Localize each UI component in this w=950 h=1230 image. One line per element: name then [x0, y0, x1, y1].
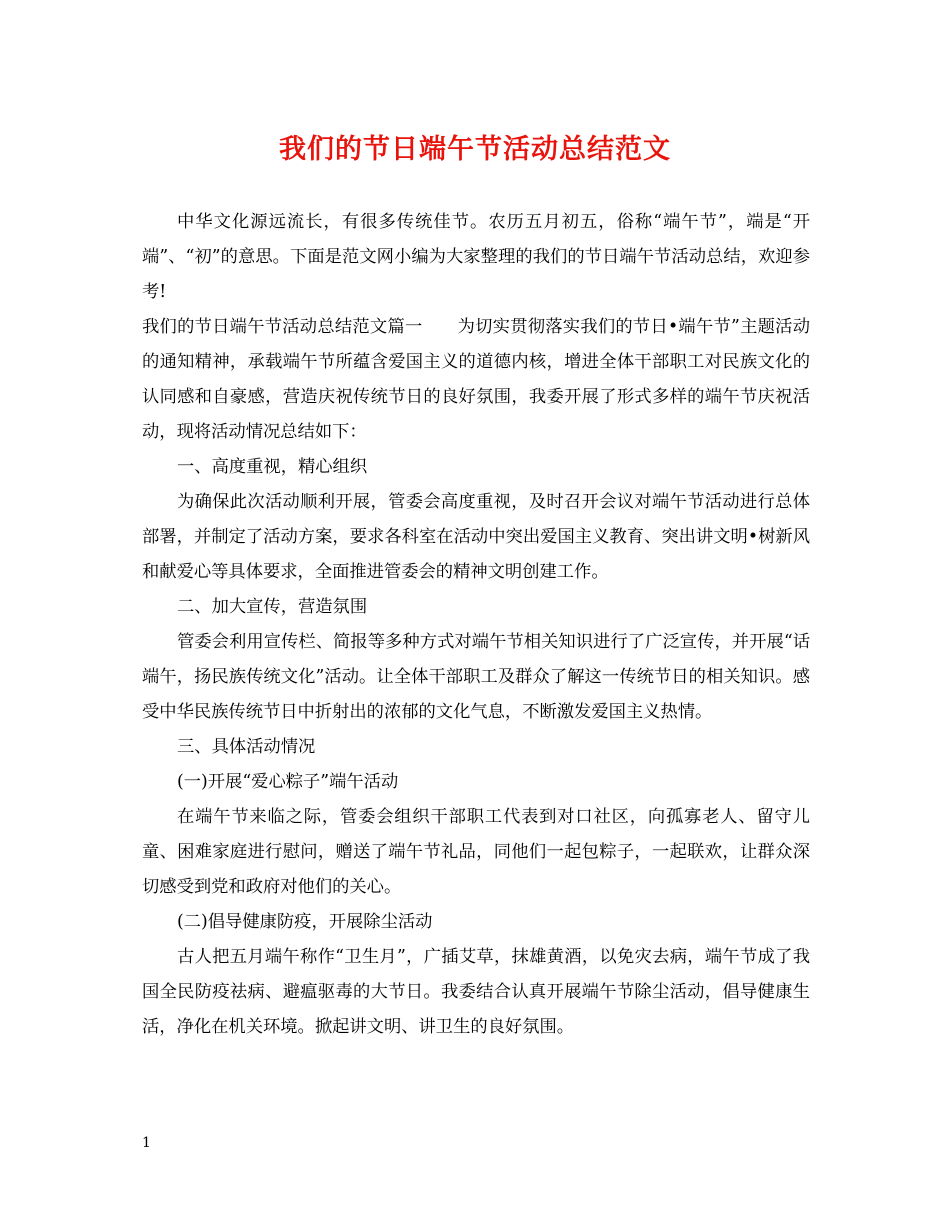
page-number: 1 — [142, 1135, 151, 1151]
section-heading-3: 三、具体活动情况 — [177, 737, 316, 757]
document-body — [142, 205, 810, 1045]
document-title: 我们的节日端午节活动总结范文 — [279, 134, 671, 165]
section-heading-1: 一、高度重视，精心组织 — [177, 457, 368, 477]
intro-paragraph: 中华文化源远流长，有很多传统佳节。农历五月初五，俗称“端午节”，端是“开端”、“初”的意思。下面是范文网小编为大家整理的我们的节日端午节活动总结，欢迎参考! — [142, 212, 810, 302]
section-paragraph-2: 管委会利用宣传栏、简报等多种方式对端午节相关知识进行了广泛宣传，并开展“话端午，扬民族传统文化”活动。让全体干部职工及群众了解这一传统节日的相关知识。感受中华民族传统节日中折射出的浓郁的文化气息，不断激发爱国主义热情。 — [142, 632, 810, 722]
subsection-paragraph-2: 古人把五月端午称作“卫生月”，广插艾草，抹雄黄酒，以免灾去病，端午节成了我国全民防疫祛病、避瘟驱毒的大节日。我委结合认真开展端午节除尘活动，倡导健康生活，净化在机关环境。掀起讲文明、讲卫生的良好氛围。 — [142, 947, 810, 1037]
article-opening-paragraph: 我们的节日端午节活动总结范文篇一 为切实贯彻落实我们的节日•端午节”主题活动的通知精神，承载端午节所蕴含爱国主义的道德内核，增进全体干部职工对民族文化的认同感和自豪感，营造庆祝传统节日的良好氛围，我委开展了形式多样的端午节庆祝活动，现将活动情况总结如下： — [142, 317, 810, 442]
subsection-heading-1: (一)开展“爱心粽子”端午活动 — [177, 772, 399, 792]
section-paragraph-1: 为确保此次活动顺利开展，管委会高度重视，及时召开会议对端午节活动进行总体部署，并制定了活动方案，要求各科室在活动中突出爱国主义教育、突出讲文明•树新风和献爱心等具体要求，全面推进管委会的精神文明创建工作。 — [142, 492, 810, 582]
subsection-paragraph-1: 在端午节来临之际，管委会组织干部职工代表到对口社区，向孤寡老人、留守儿童、困难家庭进行慰问，赠送了端午节礼品，同他们一起包粽子，一起联欢，让群众深切感受到党和政府对他们的关心。 — [142, 807, 810, 897]
section-heading-2: 二、加大宣传，营造氛围 — [177, 597, 368, 617]
subsection-heading-2: (二)倡导健康防疫，开展除尘活动 — [177, 912, 433, 932]
